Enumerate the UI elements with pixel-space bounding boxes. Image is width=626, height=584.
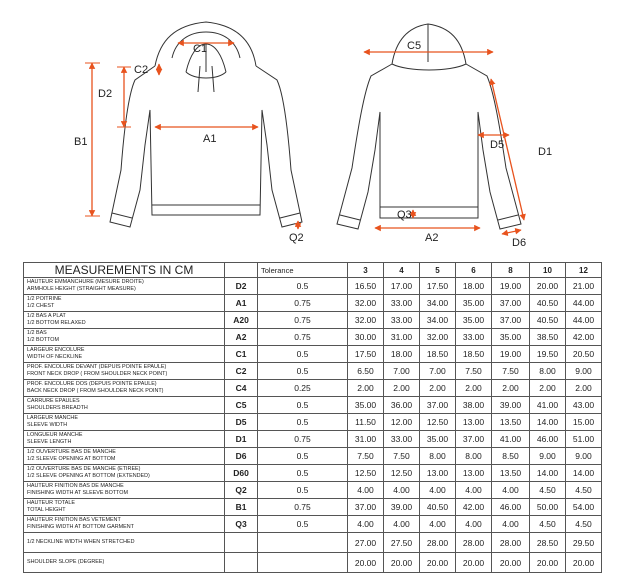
size-value-cell: 4.00 — [456, 516, 492, 533]
row-tolerance: 0.5 — [258, 482, 348, 499]
tolerance-header: Tolerance — [258, 263, 348, 278]
row-tolerance: 0.75 — [258, 295, 348, 312]
description-fr: LARGEUR ENCOLURE — [27, 347, 85, 353]
size-value-cell: 18.00 — [384, 346, 420, 363]
size-header: 5 — [420, 263, 456, 278]
description-fr: HAUTEUR EMMANCHURE (MESURE DROITE) — [27, 279, 144, 285]
table-header-row — [24, 263, 602, 278]
size-value-cell: 13.00 — [456, 414, 492, 431]
dim-label-c1: C1 — [193, 43, 208, 55]
size-value-cell: 40.50 — [530, 312, 566, 329]
size-value-cell: 7.50 — [456, 363, 492, 380]
description-en: 1/2 BOTTOM RELAXED — [27, 320, 86, 326]
size-value-cell: 19.00 — [492, 278, 530, 295]
size-value-cell: 20.00 — [456, 553, 492, 573]
row-description — [24, 482, 225, 499]
size-value-cell: 20.00 — [420, 553, 456, 573]
description-fr: SHOULDER SLOPE (DEGREE) — [27, 559, 105, 565]
row-code: D2 — [225, 278, 258, 295]
table-title: MEASUREMENTS IN CM — [24, 263, 225, 278]
size-value-cell: 42.00 — [456, 499, 492, 516]
size-value-cell: 30.00 — [348, 329, 384, 346]
row-description — [24, 278, 225, 295]
description-fr: 1/2 OUVERTURE BAS DE MANCHE (ETIREE) — [27, 466, 141, 472]
size-value-cell: 2.00 — [420, 380, 456, 397]
size-value-cell: 13.50 — [492, 465, 530, 482]
row-description — [24, 397, 225, 414]
size-value-cell: 4.00 — [420, 482, 456, 499]
size-value-cell: 37.00 — [492, 295, 530, 312]
size-value-cell: 20.00 — [348, 553, 384, 573]
size-value-cell: 50.00 — [530, 499, 566, 516]
table-row — [24, 465, 602, 482]
size-value-cell: 33.00 — [456, 329, 492, 346]
row-code — [225, 533, 258, 553]
size-header: 4 — [384, 263, 420, 278]
description-en: FINISHING WIDTH AT SLEEVE BOTTOM — [27, 490, 128, 496]
size-header: 8 — [492, 263, 530, 278]
size-value-cell: 13.00 — [456, 465, 492, 482]
row-tolerance: 0.25 — [258, 380, 348, 397]
row-code: Q2 — [225, 482, 258, 499]
description-en: FINISHING WIDTH AT BOTTOM GARMENT — [27, 524, 134, 530]
description-fr: HAUTEUR FINITION BAS VETEMENT — [27, 517, 121, 523]
size-value-cell: 32.00 — [420, 329, 456, 346]
size-value-cell: 4.00 — [384, 482, 420, 499]
size-value-cell: 33.00 — [384, 431, 420, 448]
row-code: D60 — [225, 465, 258, 482]
size-value-cell: 31.00 — [348, 431, 384, 448]
size-value-cell: 13.00 — [420, 465, 456, 482]
size-value-cell: 9.00 — [566, 363, 602, 380]
size-value-cell: 14.00 — [530, 465, 566, 482]
size-value-cell: 43.00 — [566, 397, 602, 414]
size-value-cell: 18.50 — [420, 346, 456, 363]
dim-label-d1: D1 — [538, 146, 553, 158]
row-description — [24, 431, 225, 448]
size-value-cell: 40.50 — [420, 499, 456, 516]
row-description — [24, 448, 225, 465]
code-header — [225, 263, 258, 278]
size-value-cell: 8.50 — [492, 448, 530, 465]
size-value-cell: 20.00 — [530, 278, 566, 295]
size-value-cell: 19.00 — [492, 346, 530, 363]
row-code — [225, 553, 258, 573]
size-value-cell: 2.00 — [384, 380, 420, 397]
table-row — [24, 312, 602, 329]
row-tolerance: 0.75 — [258, 312, 348, 329]
table-row — [24, 499, 602, 516]
size-value-cell: 12.50 — [420, 414, 456, 431]
row-description — [24, 465, 225, 482]
size-value-cell: 28.00 — [420, 533, 456, 553]
table-row — [24, 346, 602, 363]
size-value-cell: 42.00 — [566, 329, 602, 346]
dim-label-a2: A2 — [425, 232, 439, 244]
table-row — [24, 380, 602, 397]
size-value-cell: 46.00 — [492, 499, 530, 516]
description-en: 1/2 SLEEVE OPENING AT BOTTOM — [27, 456, 116, 462]
size-value-cell: 14.00 — [530, 414, 566, 431]
size-value-cell: 4.50 — [566, 516, 602, 533]
size-value-cell: 2.00 — [492, 380, 530, 397]
size-header: 10 — [530, 263, 566, 278]
size-value-cell: 35.00 — [492, 329, 530, 346]
table-row — [24, 295, 602, 312]
size-value-cell: 38.50 — [530, 329, 566, 346]
description-en: ARMHOLE HEIGHT (STRAIGHT MEASURE) — [27, 286, 136, 292]
table-row — [24, 516, 602, 533]
description-en: 1/2 CHEST — [27, 303, 55, 309]
size-value-cell: 28.00 — [456, 533, 492, 553]
size-value-cell: 31.00 — [384, 329, 420, 346]
size-value-cell: 7.50 — [384, 448, 420, 465]
size-value-cell: 34.00 — [420, 295, 456, 312]
size-value-cell: 4.00 — [348, 516, 384, 533]
table-row — [24, 414, 602, 431]
size-value-cell: 28.00 — [492, 533, 530, 553]
row-tolerance: 0.75 — [258, 499, 348, 516]
row-tolerance: 0.5 — [258, 516, 348, 533]
size-value-cell: 7.50 — [492, 363, 530, 380]
dim-label-q2: Q2 — [289, 232, 304, 244]
size-value-cell: 7.50 — [348, 448, 384, 465]
size-value-cell: 16.50 — [348, 278, 384, 295]
size-value-cell: 35.00 — [348, 397, 384, 414]
size-value-cell: 8.00 — [530, 363, 566, 380]
size-value-cell: 12.50 — [348, 465, 384, 482]
description-en: WIDTH OF NECKLINE — [27, 354, 83, 360]
description-en: SLEEVE LENGTH — [27, 439, 72, 445]
size-value-cell: 6.50 — [348, 363, 384, 380]
row-description — [24, 295, 225, 312]
row-code: D5 — [225, 414, 258, 431]
size-value-cell: 38.00 — [456, 397, 492, 414]
size-value-cell: 14.00 — [566, 465, 602, 482]
description-fr: PROF. ENCOLURE DOS (DEPUIS POINTE EPAULE) — [27, 381, 157, 387]
description-en: SHOULDERS BREADTH — [27, 405, 88, 411]
size-value-cell: 2.00 — [566, 380, 602, 397]
description-fr: 1/2 NECKLINE WIDTH WHEN STRETCHED — [27, 539, 135, 545]
row-tolerance: 0.5 — [258, 414, 348, 431]
row-description — [24, 414, 225, 431]
row-tolerance: 0.75 — [258, 329, 348, 346]
row-tolerance: 0.75 — [258, 431, 348, 448]
description-en: FRONT NECK DROP ( FROM SHOULDER NECK POINT) — [27, 371, 168, 377]
row-description — [24, 533, 225, 553]
size-value-cell: 35.00 — [456, 312, 492, 329]
row-code: C1 — [225, 346, 258, 363]
description-fr: 1/2 BAS A PLAT — [27, 313, 66, 319]
size-value-cell: 12.00 — [384, 414, 420, 431]
size-value-cell: 41.00 — [530, 397, 566, 414]
row-code: A2 — [225, 329, 258, 346]
size-value-cell: 37.00 — [420, 397, 456, 414]
size-value-cell: 35.00 — [456, 295, 492, 312]
description-en: SLEEVE WIDTH — [27, 422, 68, 428]
size-value-cell: 4.00 — [384, 516, 420, 533]
row-tolerance: 0.5 — [258, 448, 348, 465]
dim-label-a1: A1 — [203, 133, 217, 145]
size-value-cell: 8.00 — [420, 448, 456, 465]
size-value-cell: 32.00 — [348, 295, 384, 312]
size-value-cell: 17.50 — [420, 278, 456, 295]
size-value-cell: 37.00 — [492, 312, 530, 329]
size-value-cell: 36.00 — [384, 397, 420, 414]
description-en: 1/2 BOTTOM — [27, 337, 59, 343]
size-value-cell: 46.00 — [530, 431, 566, 448]
row-description — [24, 380, 225, 397]
row-code: A1 — [225, 295, 258, 312]
size-value-cell: 18.00 — [456, 278, 492, 295]
description-fr: 1/2 OUVERTURE BAS DE MANCHE — [27, 449, 116, 455]
size-value-cell: 19.50 — [530, 346, 566, 363]
size-value-cell: 33.00 — [384, 295, 420, 312]
size-value-cell: 34.00 — [420, 312, 456, 329]
row-code: C4 — [225, 380, 258, 397]
size-value-cell: 39.00 — [492, 397, 530, 414]
size-value-cell: 33.00 — [384, 312, 420, 329]
size-value-cell: 2.00 — [530, 380, 566, 397]
size-value-cell: 28.50 — [530, 533, 566, 553]
row-tolerance — [258, 533, 348, 553]
table-row — [24, 533, 602, 553]
row-description — [24, 499, 225, 516]
size-value-cell: 44.00 — [566, 312, 602, 329]
row-tolerance: 0.5 — [258, 278, 348, 295]
size-value-cell: 4.00 — [456, 482, 492, 499]
size-value-cell: 2.00 — [456, 380, 492, 397]
row-code: B1 — [225, 499, 258, 516]
size-value-cell: 8.00 — [456, 448, 492, 465]
size-value-cell: 35.00 — [420, 431, 456, 448]
size-value-cell: 20.00 — [566, 553, 602, 573]
row-code: Q3 — [225, 516, 258, 533]
size-value-cell: 54.00 — [566, 499, 602, 516]
size-value-cell: 12.50 — [384, 465, 420, 482]
dim-label-c2: C2 — [134, 64, 149, 76]
size-value-cell: 32.00 — [348, 312, 384, 329]
size-value-cell: 15.00 — [566, 414, 602, 431]
row-code: D1 — [225, 431, 258, 448]
size-value-cell: 9.00 — [530, 448, 566, 465]
size-value-cell: 4.50 — [566, 482, 602, 499]
description-en: 1/2 SLEEVE OPENING AT BOTTOM (EXTENDED) — [27, 473, 150, 479]
dim-label-c5: C5 — [407, 40, 422, 52]
size-value-cell: 2.00 — [348, 380, 384, 397]
row-code: C5 — [225, 397, 258, 414]
dim-label-b1: B1 — [74, 136, 88, 148]
size-value-cell: 17.50 — [348, 346, 384, 363]
row-tolerance: 0.5 — [258, 397, 348, 414]
row-tolerance: 0.5 — [258, 346, 348, 363]
row-code: C2 — [225, 363, 258, 380]
row-description — [24, 329, 225, 346]
size-value-cell: 4.50 — [530, 482, 566, 499]
row-description — [24, 363, 225, 380]
table-row — [24, 363, 602, 380]
size-value-cell: 44.00 — [566, 295, 602, 312]
size-value-cell: 37.00 — [348, 499, 384, 516]
dim-label-d5: D5 — [490, 139, 505, 151]
size-value-cell: 27.00 — [348, 533, 384, 553]
row-description — [24, 553, 225, 573]
size-value-cell: 4.00 — [492, 516, 530, 533]
size-value-cell: 4.50 — [530, 516, 566, 533]
row-description — [24, 312, 225, 329]
size-value-cell: 7.00 — [384, 363, 420, 380]
measurement-table — [23, 262, 602, 573]
size-value-cell: 39.00 — [384, 499, 420, 516]
size-value-cell: 40.50 — [530, 295, 566, 312]
description-fr: 1/2 BAS — [27, 330, 47, 336]
size-value-cell: 51.00 — [566, 431, 602, 448]
size-value-cell: 11.50 — [348, 414, 384, 431]
row-tolerance: 0.5 — [258, 363, 348, 380]
table-row — [24, 553, 602, 573]
hoodie-technical-sketch — [0, 0, 626, 256]
dim-label-d6: D6 — [512, 237, 527, 249]
hoodie-back-view — [337, 24, 521, 229]
size-value-cell: 4.00 — [420, 516, 456, 533]
description-en: BACK NECK DROP ( FROM SHOULDER NECK POINT) — [27, 388, 164, 394]
size-value-cell: 4.00 — [492, 482, 530, 499]
description-fr: PROF. ENCOLURE DEVANT (DEPUIS POINTE EPAULE) — [27, 364, 167, 370]
description-fr: LONGUEUR MANCHE — [27, 432, 83, 438]
row-tolerance — [258, 553, 348, 573]
description-en: TOTAL HEIGHT — [27, 507, 66, 513]
size-value-cell: 27.50 — [384, 533, 420, 553]
size-header: 12 — [566, 263, 602, 278]
size-value-cell: 29.50 — [566, 533, 602, 553]
row-description — [24, 516, 225, 533]
row-code: A20 — [225, 312, 258, 329]
size-value-cell: 20.50 — [566, 346, 602, 363]
size-value-cell: 7.00 — [420, 363, 456, 380]
description-fr: LARGEUR MANCHE — [27, 415, 78, 421]
description-fr: HAUTEUR FINITION BAS DE MANCHE — [27, 483, 124, 489]
size-value-cell: 17.00 — [384, 278, 420, 295]
table-row — [24, 397, 602, 414]
table-row — [24, 278, 602, 295]
row-code: D6 — [225, 448, 258, 465]
size-value-cell: 18.50 — [456, 346, 492, 363]
table-row — [24, 482, 602, 499]
table-row — [24, 431, 602, 448]
size-value-cell: 13.50 — [492, 414, 530, 431]
size-value-cell: 20.00 — [384, 553, 420, 573]
table-row — [24, 329, 602, 346]
size-value-cell: 4.00 — [348, 482, 384, 499]
size-value-cell: 20.00 — [530, 553, 566, 573]
table-row — [24, 448, 602, 465]
size-value-cell: 9.00 — [566, 448, 602, 465]
row-description — [24, 346, 225, 363]
description-fr: 1/2 POITRINE — [27, 296, 62, 302]
description-fr: HAUTEUR TOTALE — [27, 500, 75, 506]
dim-label-d2: D2 — [98, 88, 113, 100]
size-value-cell: 37.00 — [456, 431, 492, 448]
size-value-cell: 21.00 — [566, 278, 602, 295]
size-header: 3 — [348, 263, 384, 278]
size-value-cell: 41.00 — [492, 431, 530, 448]
size-header: 6 — [456, 263, 492, 278]
description-fr: CARRURE EPAULES — [27, 398, 80, 404]
size-value-cell: 20.00 — [492, 553, 530, 573]
row-tolerance: 0.5 — [258, 465, 348, 482]
dim-label-q3: Q3 — [397, 209, 412, 221]
